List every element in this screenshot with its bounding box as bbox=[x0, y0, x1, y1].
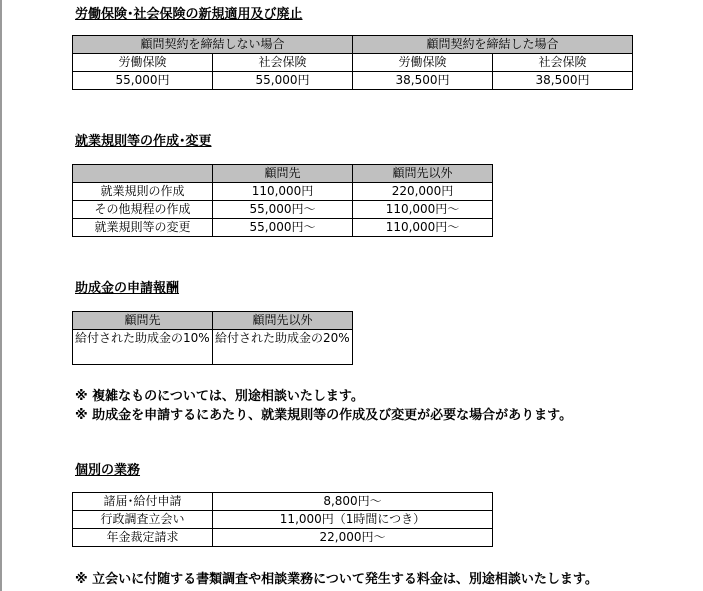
note-subsidy-rules: ※ 助成金を申請するにあたり、就業規則等の作成及び変更が必要な場合があります。 bbox=[75, 408, 573, 423]
insurance-fee-table bbox=[72, 35, 633, 90]
fee-cell: 110,000円～ bbox=[353, 201, 493, 219]
fee-cell: 22,000円～ bbox=[213, 529, 493, 547]
table-row bbox=[73, 330, 353, 365]
row-label: その他規程の作成 bbox=[73, 201, 213, 219]
subsidy-fee-table bbox=[72, 311, 353, 365]
note-inspection-fees: ※ 立会いに付随する書類調査や相談業務について発生する料金は、別途相談いたします。 bbox=[75, 572, 598, 587]
section-heading-subsidy: 助成金の申請報酬 bbox=[75, 281, 180, 296]
column-header: 労働保険 bbox=[353, 54, 493, 72]
column-header-empty bbox=[73, 165, 213, 183]
table-row bbox=[73, 493, 493, 511]
table-row bbox=[73, 165, 493, 183]
fee-cell: 8,800円～ bbox=[213, 493, 493, 511]
column-header: 顧問先以外 bbox=[353, 165, 493, 183]
section-heading-individual-services: 個別の業務 bbox=[75, 463, 141, 478]
fee-cell: 38,500円 bbox=[353, 72, 493, 90]
fee-cell: 55,000円～ bbox=[213, 219, 353, 237]
table-row bbox=[73, 201, 493, 219]
table-row bbox=[73, 529, 493, 547]
row-label: 就業規則等の変更 bbox=[73, 219, 213, 237]
fee-cell: 55,000円～ bbox=[213, 201, 353, 219]
table-row bbox=[73, 511, 493, 529]
note-complex-cases: ※ 複雑なものについては、別途相談いたします。 bbox=[75, 389, 364, 404]
fee-cell: 55,000円 bbox=[73, 72, 213, 90]
fee-cell: 38,500円 bbox=[493, 72, 633, 90]
column-header: 社会保険 bbox=[213, 54, 353, 72]
fee-cell: 55,000円 bbox=[213, 72, 353, 90]
row-label: 行政調査立会い bbox=[73, 511, 213, 529]
table-row bbox=[73, 72, 633, 90]
window-left-border bbox=[0, 0, 2, 591]
section-heading-insurance: 労働保険･社会保険の新規適用及び廃止 bbox=[75, 7, 303, 22]
group-header-no-contract: 顧問契約を締結しない場合 bbox=[73, 36, 353, 54]
fee-cell: 11,000円（1時間につき） bbox=[213, 511, 493, 529]
column-header: 顧問先 bbox=[73, 312, 213, 330]
column-header: 労働保険 bbox=[73, 54, 213, 72]
column-header: 顧問先 bbox=[213, 165, 353, 183]
section-heading-work-rules: 就業規則等の作成･変更 bbox=[75, 134, 212, 149]
table-row bbox=[73, 54, 633, 72]
fee-cell: 110,000円～ bbox=[353, 219, 493, 237]
column-header: 社会保険 bbox=[493, 54, 633, 72]
row-label: 年金裁定請求 bbox=[73, 529, 213, 547]
row-label: 諸届･給付申請 bbox=[73, 493, 213, 511]
work-rules-fee-table bbox=[72, 164, 493, 237]
fee-cell: 給付された助成金の10% bbox=[73, 330, 213, 365]
individual-services-fee-table bbox=[72, 492, 493, 547]
fee-cell: 給付された助成金の20% bbox=[213, 330, 353, 365]
table-row bbox=[73, 312, 353, 330]
row-label: 就業規則の作成 bbox=[73, 183, 213, 201]
table-row bbox=[73, 36, 633, 54]
table-row bbox=[73, 183, 493, 201]
fee-cell: 220,000円 bbox=[353, 183, 493, 201]
fee-cell: 110,000円 bbox=[213, 183, 353, 201]
table-row bbox=[73, 219, 493, 237]
group-header-contract: 顧問契約を締結した場合 bbox=[353, 36, 633, 54]
column-header: 顧問先以外 bbox=[213, 312, 353, 330]
